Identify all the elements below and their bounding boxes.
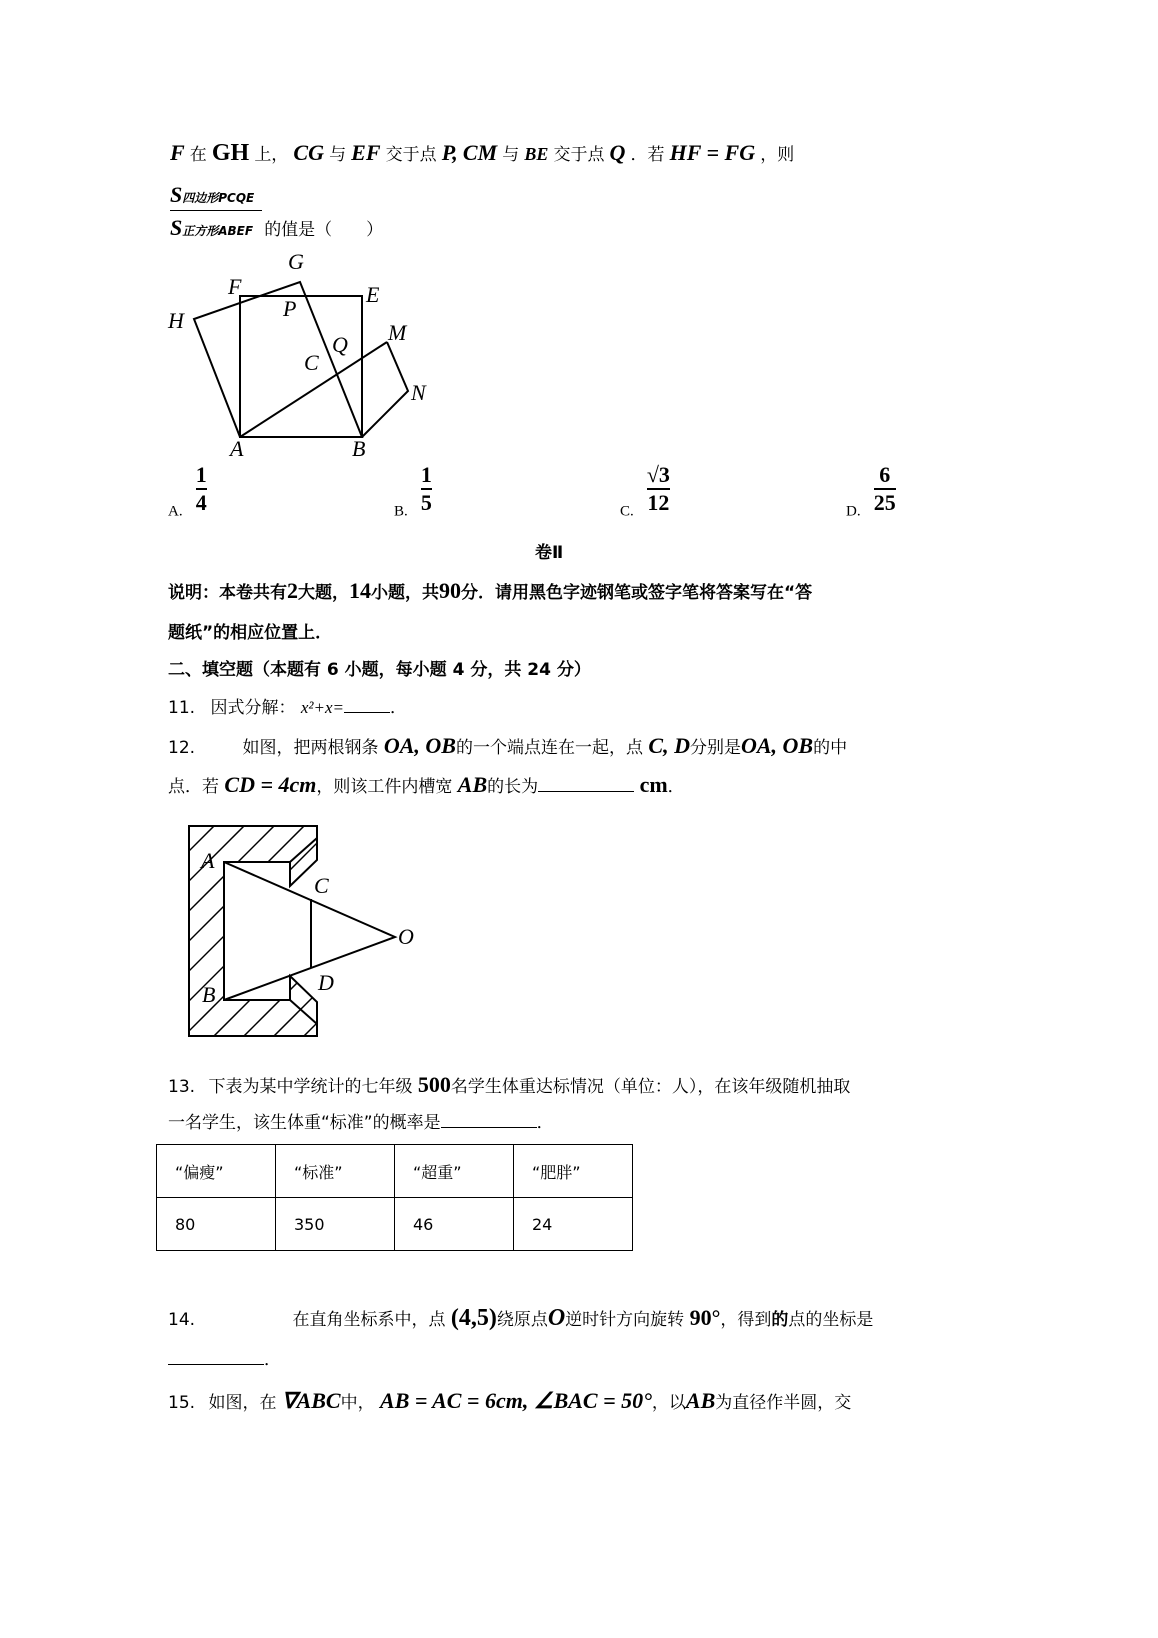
question-number: 12. bbox=[168, 738, 196, 758]
math-CM: CM bbox=[462, 140, 498, 165]
section-note-line2: 题纸”的相应位置上． bbox=[168, 623, 333, 643]
math-CG: CG bbox=[293, 140, 324, 165]
table-cell: 350 bbox=[276, 1198, 395, 1251]
label-P: P bbox=[283, 296, 297, 321]
label-D: D bbox=[318, 970, 334, 995]
label-B: B bbox=[202, 982, 216, 1007]
table-cell: 80 bbox=[157, 1198, 276, 1251]
label-B: B bbox=[352, 436, 366, 461]
fraction bbox=[196, 462, 207, 516]
text: 点．若 bbox=[168, 777, 219, 797]
number: 2 bbox=[287, 578, 298, 603]
math-EF: EF bbox=[351, 140, 381, 165]
math: CD = 4cm bbox=[224, 772, 317, 797]
label-C: C bbox=[314, 873, 329, 898]
q14-line1 bbox=[168, 1305, 873, 1332]
text: 逆时针方向旋转 bbox=[565, 1310, 685, 1330]
option-label: C. bbox=[620, 503, 634, 520]
option-b[interactable] bbox=[394, 462, 432, 521]
expression: x²+x= bbox=[300, 698, 344, 717]
question-number: 13. bbox=[168, 1077, 196, 1097]
text: 下表为某中学统计的七年级 bbox=[208, 1077, 413, 1097]
math-P: P, bbox=[441, 140, 458, 165]
label-A: A bbox=[201, 848, 215, 873]
fraction bbox=[647, 462, 670, 516]
label-O: O bbox=[398, 924, 414, 949]
denominator: 25 bbox=[873, 490, 896, 515]
text: 绕原点 bbox=[496, 1310, 548, 1330]
table-row bbox=[157, 1198, 633, 1251]
math-condition: AB = AC = 6cm, ∠BAC = 50° bbox=[380, 1388, 652, 1413]
text: 说明：本卷共有 bbox=[168, 583, 287, 603]
S: S bbox=[170, 182, 183, 207]
label-E: E bbox=[366, 282, 380, 307]
text: 小题，共 bbox=[371, 583, 439, 603]
text: 因式分解： bbox=[210, 698, 296, 718]
text: ，则该工件内槽宽 bbox=[316, 777, 453, 797]
rect-MNB bbox=[362, 342, 408, 437]
text: 交于点 bbox=[385, 145, 437, 165]
denominator: 12 bbox=[647, 490, 670, 515]
option-d[interactable] bbox=[846, 462, 896, 521]
math: OA, OB bbox=[740, 733, 814, 758]
table-header-cell: “偏瘦” bbox=[157, 1145, 276, 1198]
text: ，则 bbox=[760, 145, 795, 165]
text: 与 bbox=[329, 145, 347, 165]
number: 500 bbox=[417, 1072, 451, 1097]
text: 的值是（ ） bbox=[264, 220, 384, 240]
fraction bbox=[874, 462, 896, 516]
answer-blank[interactable] bbox=[344, 712, 390, 713]
square-ABEF bbox=[240, 296, 362, 437]
option-label: B. bbox=[394, 503, 408, 520]
text: 在直角坐标系中，点 bbox=[292, 1310, 446, 1330]
q11 bbox=[168, 693, 407, 718]
table-cell: 24 bbox=[514, 1198, 633, 1251]
text: 分．请用黑色字迹钢笔或签字笔将答案写在“答 bbox=[461, 583, 813, 603]
text: 的中 bbox=[813, 738, 848, 758]
label-F: F bbox=[228, 274, 242, 299]
label-N: N bbox=[411, 380, 426, 405]
option-a[interactable] bbox=[168, 462, 207, 521]
text: 的 bbox=[771, 1310, 789, 1330]
number: 90 bbox=[439, 578, 461, 603]
text: 如图，在 bbox=[208, 1393, 277, 1413]
text: 为直径作半圆，交 bbox=[715, 1393, 852, 1413]
q13-line2 bbox=[168, 1108, 554, 1133]
text: 交于点 bbox=[553, 145, 605, 165]
table-cell: 46 bbox=[395, 1198, 514, 1251]
question-number: 15. bbox=[168, 1393, 196, 1413]
math-F: F bbox=[170, 140, 185, 165]
figure-labels bbox=[167, 249, 427, 461]
text: 一名学生，该生体重“标准”的概率是 bbox=[168, 1113, 441, 1133]
denominator: 5 bbox=[420, 490, 432, 515]
hatch-pattern bbox=[160, 810, 340, 1070]
text: ． bbox=[264, 1350, 281, 1370]
question-number: 11. bbox=[168, 698, 196, 718]
text: 点的坐标是 bbox=[788, 1310, 874, 1330]
numerator: 1 bbox=[195, 462, 207, 487]
text: 分别是 bbox=[689, 738, 741, 758]
question-number: 14. bbox=[168, 1310, 196, 1330]
text: ．若 bbox=[630, 145, 665, 165]
text: 与 bbox=[502, 145, 520, 165]
label-A: A bbox=[230, 436, 244, 461]
answer-blank[interactable] bbox=[538, 791, 634, 792]
ratio-numerator bbox=[170, 182, 262, 211]
text: 的一个端点连在一起，点 bbox=[455, 738, 643, 758]
weight-table bbox=[156, 1144, 633, 1251]
option-label: D. bbox=[846, 503, 861, 520]
square-AFGH bbox=[194, 282, 362, 437]
ratio-denominator bbox=[170, 215, 383, 241]
text: ，得到 bbox=[720, 1310, 772, 1330]
text: ，以 bbox=[651, 1393, 686, 1413]
text: 大题， bbox=[298, 583, 349, 603]
numerator: 6 bbox=[879, 462, 891, 487]
subscript: 四边形PCQE bbox=[182, 191, 255, 205]
text: 中， bbox=[340, 1393, 375, 1413]
q10-line1 bbox=[170, 140, 794, 167]
text: 的长为 bbox=[487, 777, 539, 797]
section-note bbox=[168, 578, 812, 604]
math: AB bbox=[685, 1388, 716, 1413]
answer-blank[interactable] bbox=[168, 1346, 264, 1365]
option-c[interactable] bbox=[620, 462, 670, 521]
math-GH: GH bbox=[211, 140, 250, 166]
math: AB bbox=[457, 772, 488, 797]
unit: cm bbox=[639, 772, 668, 797]
text: ． bbox=[390, 698, 407, 718]
table-header-row bbox=[157, 1145, 633, 1198]
math-BE: BE bbox=[524, 144, 549, 164]
math-triangle: ∇ABC bbox=[281, 1388, 341, 1413]
steel-bars bbox=[224, 862, 395, 1000]
text: ． bbox=[536, 1113, 554, 1133]
math-point: (4,5) bbox=[450, 1305, 497, 1331]
label-C: C bbox=[304, 350, 319, 375]
math-Q: Q bbox=[609, 140, 626, 165]
q15-line1 bbox=[168, 1388, 851, 1414]
S: S bbox=[170, 215, 183, 240]
q13-line1 bbox=[168, 1072, 850, 1098]
q12-figure bbox=[180, 820, 430, 1045]
q14-line2 bbox=[168, 1345, 281, 1370]
math-origin: O bbox=[547, 1305, 566, 1331]
text: 在 bbox=[189, 145, 207, 165]
q12-line1 bbox=[168, 733, 847, 759]
label-G: G bbox=[288, 249, 304, 274]
math-HF-eq-FG: HF = FG bbox=[669, 140, 756, 165]
q10-ratio bbox=[170, 182, 383, 241]
section-title: 卷Ⅱ bbox=[535, 543, 564, 563]
text: ． bbox=[667, 777, 685, 797]
label-H: H bbox=[168, 308, 184, 333]
math-angle: 90° bbox=[689, 1305, 721, 1330]
denominator: 4 bbox=[195, 490, 207, 515]
number: 14 bbox=[349, 578, 371, 603]
table-header-cell: “标准” bbox=[276, 1145, 395, 1198]
q12-line2 bbox=[168, 772, 685, 798]
label-Q: Q bbox=[332, 332, 348, 357]
label-M: M bbox=[388, 320, 407, 345]
q10-figure bbox=[160, 245, 450, 461]
math: OA, OB bbox=[383, 733, 456, 758]
math: C, D bbox=[648, 733, 690, 758]
text: 名学生体重达标情况（单位：人），在该年级随机抽取 bbox=[450, 1077, 851, 1097]
option-label: A. bbox=[168, 503, 183, 520]
section-heading: 二、填空题（本题有 6 小题，每小题 4 分，共 24 分） bbox=[168, 660, 591, 680]
text: 上， bbox=[254, 145, 289, 165]
table-header-cell: “超重” bbox=[395, 1145, 514, 1198]
subscript: 正方形ABEF bbox=[182, 224, 254, 238]
fraction bbox=[421, 462, 432, 516]
numerator: 1 bbox=[420, 462, 432, 487]
text: 如图，把两根钢条 bbox=[242, 738, 379, 758]
answer-blank[interactable] bbox=[441, 1127, 537, 1128]
table-header-cell: “肥胖” bbox=[514, 1145, 633, 1198]
numerator: √3 bbox=[646, 462, 670, 487]
